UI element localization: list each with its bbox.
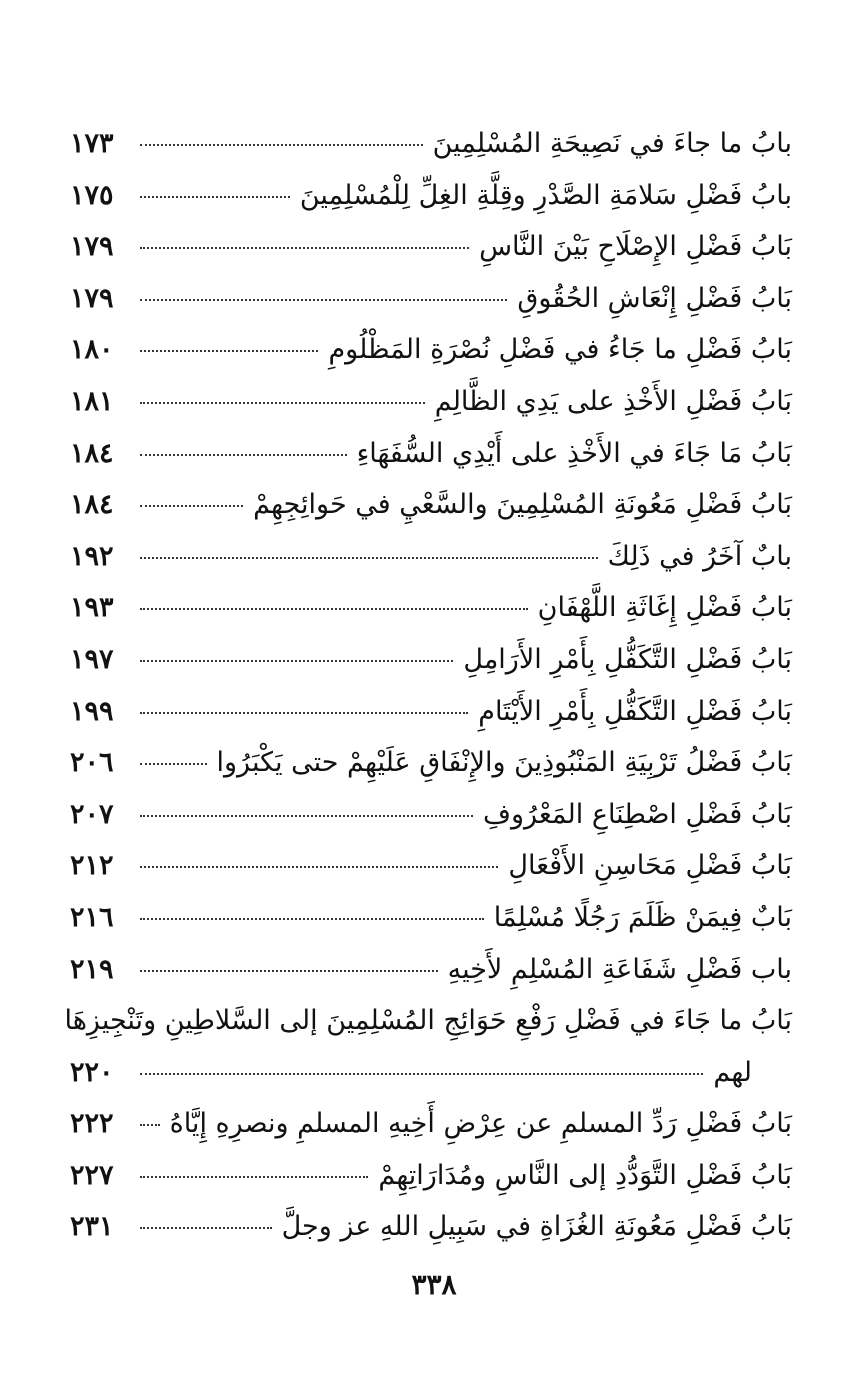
- toc-entry[interactable]: [70, 531, 792, 583]
- toc-entry[interactable]: [70, 428, 792, 480]
- toc-entry-page: ١٨٤: [70, 489, 114, 521]
- table-of-contents: [64, 118, 792, 1253]
- toc-entry-page: ١٧٣: [70, 128, 114, 159]
- toc-entry[interactable]: [70, 634, 792, 686]
- dot-leader: [140, 247, 469, 249]
- toc-entry-page: ١٩٣: [70, 592, 114, 624]
- toc-entry-page: ٢٠٦: [70, 747, 114, 779]
- toc-entry-title: بَابُ فَضْلِ الأَخْذِ على يَدِي الظَّالِمِ: [434, 385, 792, 417]
- toc-entry-title: بَابُ فَضْلِ ما جَاءُ في فَضْلِ نُصْرَةِ المَظْلُومِ: [328, 334, 792, 366]
- dot-leader: [140, 660, 453, 662]
- toc-entry-title: بَابٌ فِيمَنْ ظَلَمَ رَجُلًا مُسْلِمًا: [493, 901, 792, 933]
- toc-entry-title: بَابُ فَضْلِ إِغَاثَةِ اللَّهْفَانِ: [537, 592, 792, 624]
- toc-entry-wrapped-line2[interactable]: [70, 1047, 792, 1099]
- dot-leader: [140, 299, 507, 301]
- dot-leader: [140, 918, 484, 920]
- dot-leader: [140, 1124, 160, 1126]
- toc-entry-title: بَابُ فَضْلِ التَّوَدُّدِ إلى النَّاسِ ومُدَارَاتِهِمْ: [378, 1159, 792, 1191]
- toc-entry-title: بَابُ فَضْلُ تَرْبِيَةِ المَنْبُوذِينَ والإِنْفَاقِ عَلَيْهِمْ حتى يَكْبَرُوا: [216, 747, 792, 779]
- toc-entry[interactable]: [70, 1201, 792, 1253]
- toc-entry-title: بَابُ مَا جَاءَ في الأَخْذِ على أَيْدِي السُّفَهَاءِ: [356, 437, 792, 469]
- toc-entry[interactable]: [70, 686, 792, 738]
- dot-leader: [140, 505, 243, 507]
- toc-entry-page: ٢٠٧: [70, 798, 114, 830]
- dot-leader: [140, 866, 498, 868]
- dot-leader: [140, 402, 425, 404]
- dot-leader: [140, 712, 468, 714]
- toc-entry-page: ١٩٧: [70, 643, 114, 675]
- toc-entry[interactable]: [70, 1150, 792, 1202]
- toc-entry-page: ٢١٩: [70, 953, 114, 985]
- toc-entry[interactable]: [70, 789, 792, 841]
- toc-entry-title: بَابُ ما جَاءَ في فَضْلِ رَفْعِ حَوَائِجِ المُسْلِمِينَ إلى السَّلاطِينِ وتَنْجِيزِهَا: [64, 1005, 792, 1037]
- dot-leader: [140, 196, 290, 198]
- toc-entry-title: بَابُ فَضْلِ مَحَاسِنِ الأَفْعَالِ: [508, 850, 792, 882]
- toc-entry-title-continued: لهم: [713, 1056, 752, 1088]
- toc-entry[interactable]: [70, 118, 792, 170]
- toc-entry-title: بَابُ فَضْلِ مَعُونَةِ المُسْلِمِينَ والسَّعْيِ في حَوائِجِهِمْ: [253, 489, 792, 521]
- toc-entry-title: بَابُ فَضْلِ اصْطِنَاعِ المَعْرُوفِ: [482, 798, 792, 830]
- dot-leader: [140, 1227, 272, 1229]
- toc-entry-page: ١٩٢: [70, 540, 114, 572]
- toc-entry-wrapped-line1[interactable]: [64, 995, 792, 1047]
- toc-entry-page: ٢٢٠: [70, 1056, 114, 1088]
- dot-leader: [140, 815, 473, 817]
- dot-leader: [140, 557, 598, 559]
- toc-entry-page: ١٧٩: [70, 282, 114, 314]
- toc-entry[interactable]: [70, 221, 792, 273]
- dot-leader: [140, 763, 207, 765]
- toc-entry-page: ٢١٦: [70, 901, 114, 933]
- dot-leader: [140, 1176, 368, 1178]
- toc-entry[interactable]: [70, 892, 792, 944]
- toc-entry-page: ٢١٢: [70, 850, 114, 882]
- toc-entry-title: بَابُ فَضْلِ التَّكَفُّلِ بِأَمْرِ الأَيْتَامِ: [478, 695, 792, 727]
- toc-entry-title: بَابُ فَضْلِ إِنْعَاشِ الحُقُوقِ: [517, 282, 792, 314]
- dot-leader: [140, 1073, 703, 1075]
- dot-leader: [140, 970, 438, 972]
- toc-entry[interactable]: [70, 944, 792, 996]
- toc-entry[interactable]: [70, 376, 792, 428]
- toc-entry-title: بابٌ آخَرُ في ذَلِكَ: [607, 540, 792, 572]
- toc-entry[interactable]: [70, 840, 792, 892]
- toc-entry[interactable]: [70, 737, 792, 789]
- toc-entry-title: بَابُ فَضْلِ رَدِّ المسلمِ عن عِرْضِ أَخِيهِ المسلمِ ونصرِهِ إِيَّاهُ: [169, 1108, 792, 1140]
- dot-leader: [140, 144, 423, 146]
- toc-entry-title: بَابُ فَضْلِ مَعُونَةِ الغُزَاةِ في سَبِيلِ اللهِ عز وجلَّ: [281, 1211, 792, 1243]
- toc-entry-title: بابُ فَضْلِ سَلامَةِ الصَّدْرِ وقِلَّةِ الغِلِّ لِلْمُسْلِمِينَ: [299, 179, 792, 211]
- toc-entry[interactable]: [70, 479, 792, 531]
- toc-entry-page: ١٩٩: [70, 695, 114, 727]
- toc-entry-page: ١٨٠: [70, 334, 114, 366]
- toc-entry-page: ١٨٤: [70, 437, 114, 469]
- toc-entry-page: ١٨١: [70, 385, 114, 417]
- toc-entry-page: ١٧٩: [70, 231, 114, 263]
- toc-entry[interactable]: [70, 273, 792, 325]
- toc-entry[interactable]: [70, 1098, 792, 1150]
- toc-entry[interactable]: [70, 170, 792, 222]
- page-number: ٣٣٨: [411, 1268, 457, 1301]
- toc-entry-page: ١٧٥: [70, 179, 114, 211]
- toc-entry-page: ٢٢٢: [70, 1108, 114, 1140]
- toc-entry-title: بَابُ فَضْلِ الإِصْلَاحِ بَيْنَ النَّاسِ: [479, 231, 792, 263]
- toc-entry-title: باب فَضْلِ شَفَاعَةِ المُسْلِمِ لأَخِيهِ: [447, 953, 792, 985]
- toc-entry-page: ٢٣١: [70, 1211, 114, 1243]
- dot-leader: [140, 608, 528, 610]
- toc-entry-title: بَابُ فَضْلِ التَّكَفُّلِ بِأَمْرِ الأَرَامِلِ: [463, 643, 792, 675]
- dot-leader: [140, 350, 318, 352]
- toc-entry-title: بابُ ما جاءَ في نَصِيحَةِ المُسْلِمِينَ: [432, 128, 792, 159]
- dot-leader: [140, 454, 347, 456]
- toc-entry[interactable]: [70, 582, 792, 634]
- toc-entry[interactable]: [70, 324, 792, 376]
- toc-entry-page: ٢٢٧: [70, 1159, 114, 1191]
